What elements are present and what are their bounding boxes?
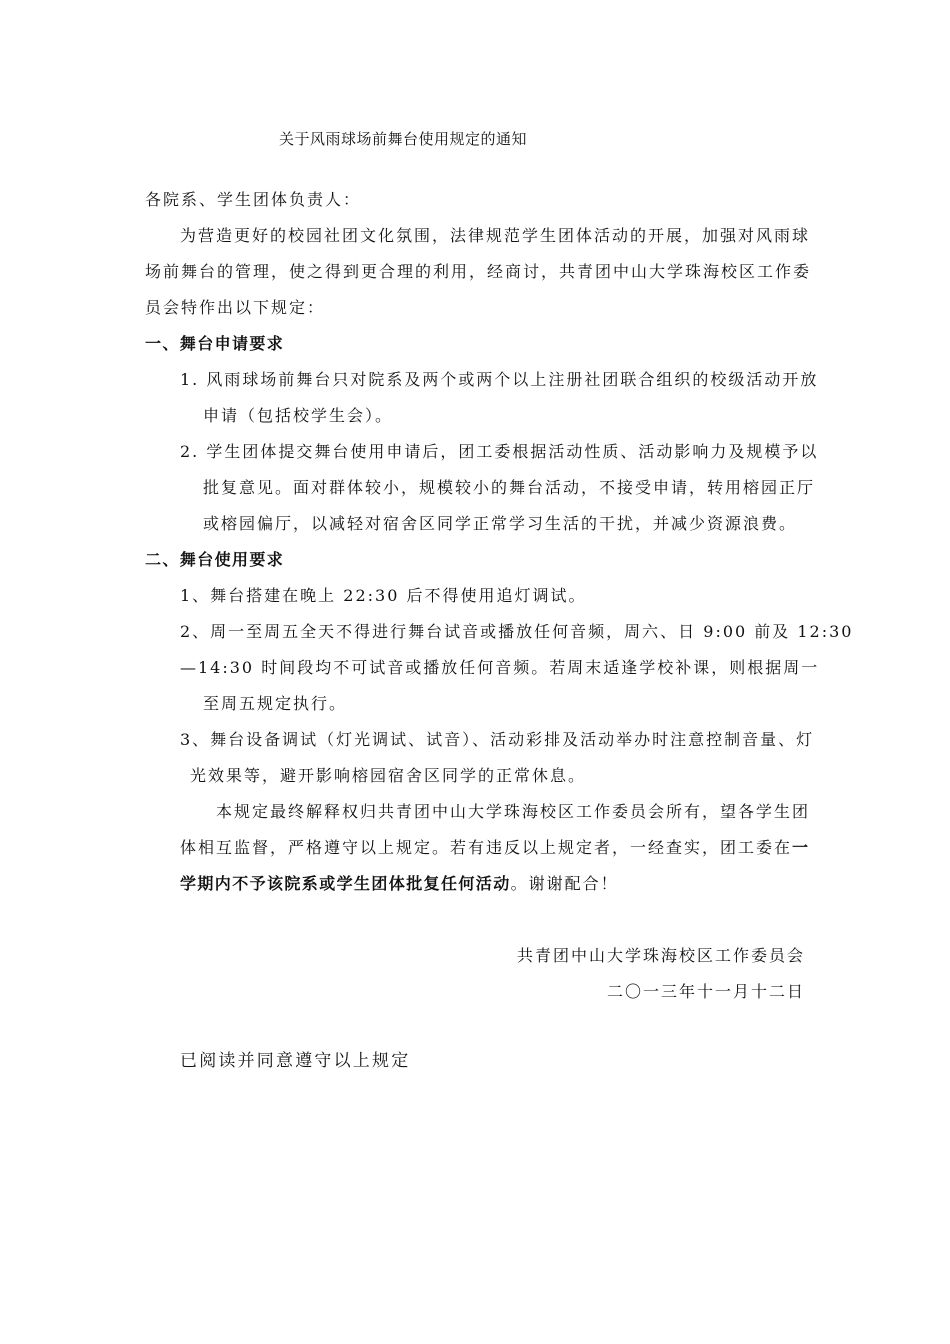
closing-text: 。谢谢配合！: [510, 874, 619, 893]
closing-text: 体相互监督，严格遵守以上规定。若有违反以上规定者，一经查实，团工委在: [180, 838, 793, 857]
signature-date: 二〇一三年十一月十二日: [606, 982, 805, 1001]
closing-emphasis: 学期内不予该院系或学生团体批复任何活动: [180, 874, 511, 893]
acknowledgement-text: 已阅读并同意遵守以上规定: [180, 1051, 411, 1071]
document-title: 关于风雨球场前舞台使用规定的通知: [279, 130, 528, 148]
intro-line: 场前舞台的管理，使之得到更合理的利用，经商讨，共青团中山大学珠海校区工作委: [145, 262, 812, 281]
list-item-line: 批复意见。面对群体较小，规模较小的舞台活动，不接受申请，转用榕园正厅: [203, 478, 816, 497]
closing-emphasis: 一: [792, 838, 810, 857]
section-heading: 一、舞台申请要求: [145, 334, 285, 353]
list-item-line: 2、周一至周五全天不得进行舞台试音或播放任何音频，周六、日 9:00 前及 12:30: [180, 622, 854, 641]
section-heading: 二、舞台使用要求: [145, 550, 285, 569]
closing-line: [180, 874, 619, 894]
list-item-line: 至周五规定执行。: [203, 694, 348, 713]
signature-organization: 共青团中山大学珠海校区工作委员会: [516, 946, 805, 965]
list-item-line: 1、舞台搭建在晚上 22:30 后不得使用追灯调试。: [180, 586, 587, 605]
list-item-line: —14:30 时间段均不可试音或播放任何音频。若周末适逢学校补课，则根据周一: [180, 658, 820, 677]
closing-line: [180, 838, 809, 858]
list-item-line: 2. 学生团体提交舞台使用申请后，团工委根据活动性质、活动影响力及规模予以: [180, 442, 819, 461]
list-item-line: 光效果等，避开影响榕园宿舍区同学的正常休息。: [190, 766, 587, 785]
list-item-line: 申请（包括校学生会）。: [203, 406, 394, 425]
closing-line: 本规定最终解释权归共青团中山大学珠海校区工作委员会所有，望各学生团: [216, 802, 811, 821]
list-item-line: 1. 风雨球场前舞台只对院系及两个或两个以上注册社团联合组织的校级活动开放: [180, 370, 819, 389]
intro-line: 为营造更好的校园社团文化氛围，法律规范学生团体活动的开展，加强对风雨球: [180, 226, 811, 245]
list-item-line: 3、舞台设备调试（灯光调试、试音）、活动彩排及活动举办时注意控制音量、灯: [180, 730, 815, 749]
salutation: 各院系、学生团体负责人：: [145, 190, 362, 209]
intro-line: 员会特作出以下规定：: [145, 298, 326, 317]
list-item-line: 或榕园偏厅，以减轻对宿舍区同学正常学习生活的干扰，并减少资源浪费。: [203, 514, 798, 533]
